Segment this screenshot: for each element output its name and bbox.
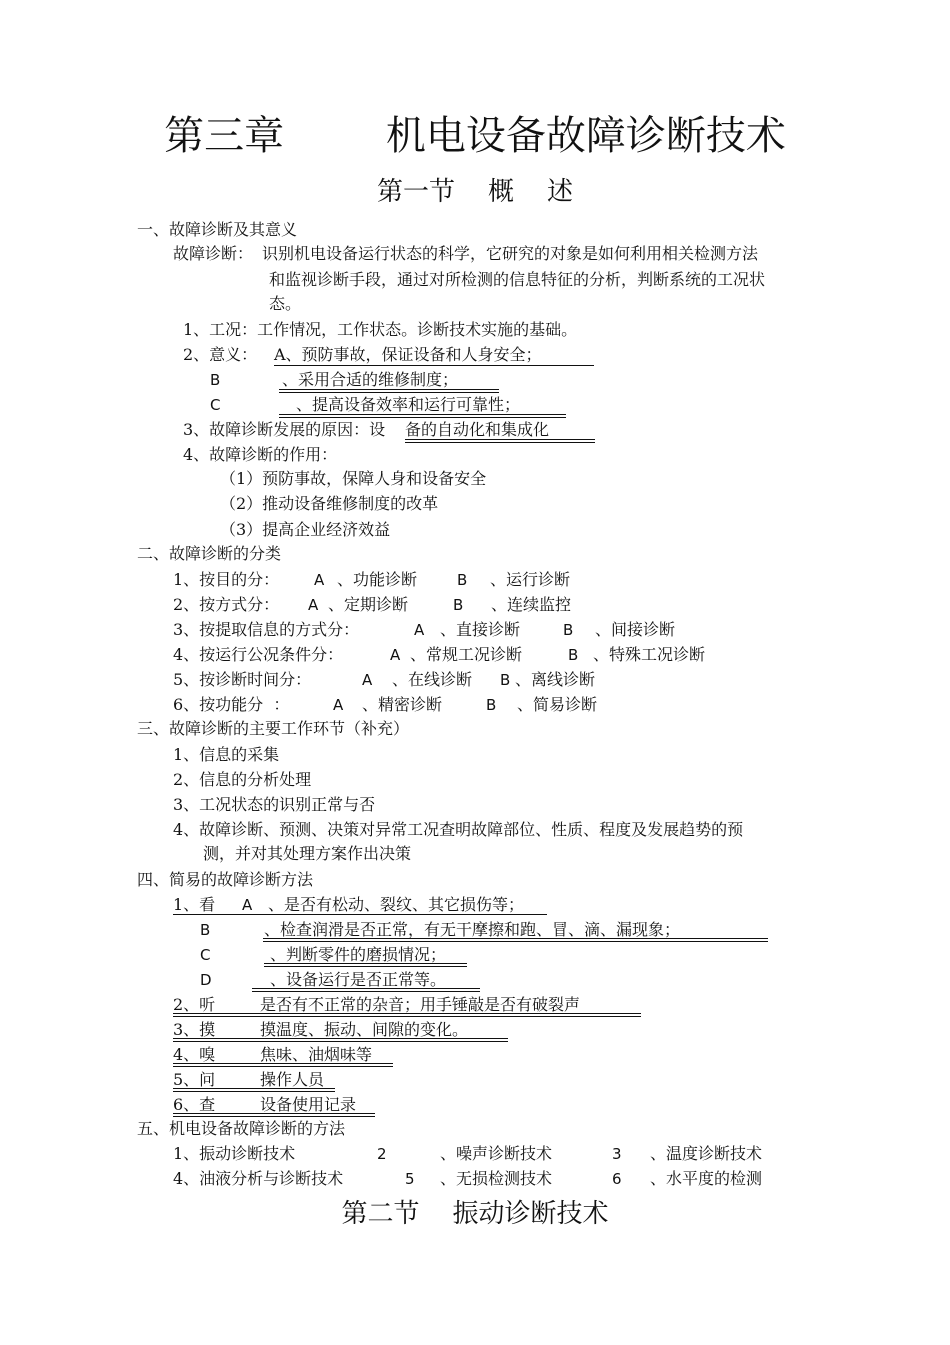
s1-item-3-value: 备的自动化和集成化: [405, 420, 550, 439]
technique-4: 4、油液分析与诊断技术: [173, 1169, 344, 1188]
look-label: 1、看: [173, 895, 216, 914]
step-item: 1、信息的采集: [173, 745, 280, 764]
look-a-letter: A: [242, 896, 253, 914]
significance-b: 、采用合适的维修制度；: [282, 370, 459, 389]
look-a-text: 、是否有松动、裂纹、其它损伤等；: [268, 895, 525, 914]
class-b-letter: B: [500, 671, 511, 689]
underline: [173, 1088, 335, 1092]
underline: [173, 1013, 641, 1017]
definition-line-2: 和监视诊断手段，通过对所检测的信息特征的分析，判断系统的工况状: [269, 270, 766, 289]
significance-c: 、提高设备效率和运行可靠性；: [296, 395, 521, 414]
class-label: 6、按功能分 ：: [173, 695, 290, 714]
class-b-text: 、离线诊断: [515, 670, 596, 689]
class-b-text: 、运行诊断: [490, 570, 571, 589]
significance-b-letter: B: [210, 371, 221, 389]
technique-6-number: 6: [612, 1170, 622, 1188]
step-item-continued: 测，并对其处理方案作出决策: [203, 844, 412, 863]
underline: [264, 963, 467, 967]
class-b-text: 、简易诊断: [517, 695, 598, 714]
look-b-letter: B: [200, 921, 211, 939]
method-text: 焦味、油烟味等: [260, 1045, 373, 1064]
technique-2-number: 2: [377, 1145, 387, 1163]
step-item: 4、故障诊断、预测、决策对异常工况查明故障部位、性质、程度及发展趋势的预: [173, 820, 744, 839]
underline: [173, 1113, 375, 1117]
method-text: 操作人员: [260, 1070, 325, 1089]
section-1-title: 第一节 概 述: [376, 177, 574, 207]
class-a-letter: A: [308, 596, 319, 614]
class-a-letter: A: [314, 571, 325, 589]
technique-2: 、噪声诊断技术: [440, 1144, 553, 1163]
class-b-letter: B: [453, 596, 464, 614]
class-a-letter: A: [414, 621, 425, 639]
step-item: 3、工况状态的识别正常与否: [173, 795, 376, 814]
underline: [263, 938, 768, 942]
underline: [173, 1063, 393, 1067]
role-3: （3）提高企业经济效益: [220, 520, 391, 539]
s1-heading: 一、故障诊断及其意义: [137, 220, 298, 239]
class-b-text: 、特殊工况诊断: [593, 645, 706, 664]
look-c-text: 、判断零件的磨损情况；: [270, 945, 447, 964]
class-b-letter: B: [568, 646, 579, 664]
underline: [279, 414, 566, 418]
role-1: （1）预防事故，保障人身和设备安全: [220, 469, 487, 488]
class-b-text: 、间接诊断: [595, 620, 676, 639]
class-b-letter: B: [457, 571, 468, 589]
s1-item-3-label: 3、故障诊断发展的原因：设: [183, 420, 386, 439]
technique-3: 、温度诊断技术: [650, 1144, 763, 1163]
role-2: （2）推动设备维修制度的改革: [220, 494, 439, 513]
class-a-text: 、精密诊断: [362, 695, 443, 714]
technique-1: 1、振动诊断技术: [173, 1144, 296, 1163]
class-b-letter: B: [486, 696, 497, 714]
s3-heading: 三、故障诊断的主要工作环节（补充）: [137, 719, 410, 738]
class-a-text: 、常规工况诊断: [410, 645, 523, 664]
s5-heading: 五、机电设备故障诊断的方法: [137, 1119, 346, 1138]
class-a-text: 、在线诊断: [392, 670, 473, 689]
class-label: 2、按方式分：: [173, 595, 280, 614]
s2-heading: 二、故障诊断的分类: [137, 544, 282, 563]
method-label: 6、查: [173, 1095, 216, 1114]
step-item: 2、信息的分析处理: [173, 770, 312, 789]
significance-a: A、预防事故，保证设备和人身安全；: [274, 345, 542, 364]
class-a-letter: A: [362, 671, 373, 689]
class-a-text: 、功能诊断: [337, 570, 418, 589]
s1-item-4: 4、故障诊断的作用：: [183, 445, 338, 464]
significance-c-letter: C: [210, 396, 221, 414]
s1-item-1: 1、工况：工作情况，工作状态。诊断技术实施的基础。: [183, 320, 578, 339]
class-a-letter: A: [390, 646, 401, 664]
class-label: 4、按运行公况条件分：: [173, 645, 344, 664]
look-d-text: 、设备运行是否正常等。: [270, 970, 447, 989]
look-c-letter: C: [200, 946, 211, 964]
method-label: 5、问: [173, 1070, 216, 1089]
definition-label: 故障诊断：: [173, 244, 254, 263]
method-label: 4、嗅: [173, 1045, 216, 1064]
class-a-letter: A: [333, 696, 344, 714]
class-a-text: 、定期诊断: [328, 595, 409, 614]
underline: [173, 1038, 508, 1042]
section-2-title: 第二节 振动诊断技术: [341, 1199, 609, 1229]
look-b-text: 、检查润滑是否正常，有无干摩擦和跑、冒、滴、漏现象；: [264, 920, 681, 939]
underline: [405, 439, 595, 443]
method-label: 2、听: [173, 995, 216, 1014]
class-b-text: 、连续监控: [491, 595, 572, 614]
method-text: 是否有不正常的杂音；用手锤敲是否有破裂声: [260, 995, 581, 1014]
class-label: 3、按提取信息的方式分：: [173, 620, 360, 639]
method-text: 摸温度、振动、间隙的变化。: [260, 1020, 469, 1039]
s4-heading: 四、简易的故障诊断方法: [137, 870, 314, 889]
definition-line-3: 态。: [269, 294, 302, 313]
definition-line-1: 识别机电设备运行状态的科学，它研究的对象是如何利用相关检测方法: [262, 244, 759, 263]
class-b-letter: B: [563, 621, 574, 639]
technique-5-number: 5: [405, 1170, 415, 1188]
underline: [252, 988, 480, 992]
technique-6: 、水平度的检测: [650, 1169, 763, 1188]
s1-item-2-label: 2、意义：: [183, 345, 258, 364]
underline: [274, 365, 594, 366]
chapter-title: 第三章 机电设备故障诊断技术: [164, 113, 786, 159]
look-d-letter: D: [200, 971, 212, 989]
method-label: 3、摸: [173, 1020, 216, 1039]
underline: [279, 389, 499, 393]
class-label: 1、按目的分：: [173, 570, 280, 589]
class-a-text: 、直接诊断: [440, 620, 521, 639]
underline: [173, 914, 547, 915]
method-text: 设备使用记录: [260, 1095, 357, 1114]
class-label: 5、按诊断时间分：: [173, 670, 312, 689]
technique-3-number: 3: [612, 1145, 622, 1163]
technique-5: 、无损检测技术: [440, 1169, 553, 1188]
